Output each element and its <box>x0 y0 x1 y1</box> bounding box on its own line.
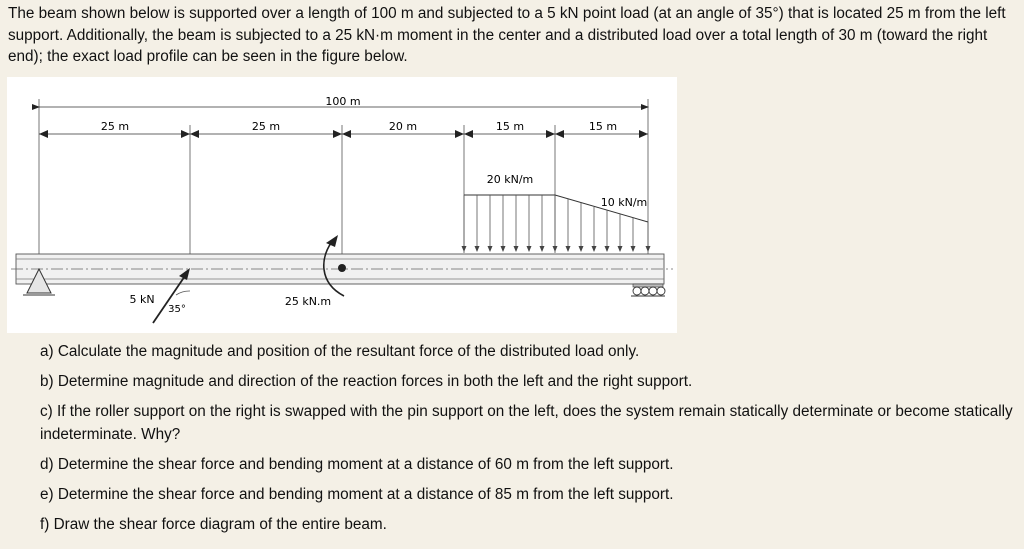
question-a: a) Calculate the magnitude and position of the resultant force of the distributed load only. <box>40 343 640 360</box>
load-left-intensity-label: 20 kN/m <box>486 173 534 186</box>
moment-label: 25 kN.m <box>284 295 332 308</box>
load-right-intensity-label: 10 kN/m <box>600 196 648 209</box>
segment-label-2: 25 m <box>251 120 281 133</box>
roller-support <box>631 284 665 296</box>
segment-label-5: 15 m <box>588 120 618 133</box>
segment-dimensions <box>39 120 648 138</box>
beam-figure <box>7 77 677 333</box>
point-load-angle-label: 35° <box>168 304 186 315</box>
question-d: d) Determine the shear force and bending moment at a distance of 60 m from the left support. <box>40 456 674 473</box>
question-c: c) If the roller support on the right is swapped with the pin support on the left, does the system remain statically determinate or become statically indeterminate. Why? <box>40 403 1013 443</box>
question-b: b) Determine magnitude and direction of the reaction forces in both the left and the right support. <box>40 373 693 390</box>
beam-diagram-svg <box>7 77 677 333</box>
segment-label-4: 15 m <box>495 120 525 133</box>
problem-statement: The beam shown below is supported over a length of 100 m and subjected to a 5 kN point load (at an angle of 35°) that is located 25 m from the left support. Additionally, the beam is subjected to a 25 kN·m moment in the center and a distributed load over a total length of 30 m (toward the right end); the exact load profile can be seen in the figure below. <box>8 5 1006 66</box>
question-e: e) Determine the shear force and bending moment at a distance of 85 m from the left support. <box>40 486 674 503</box>
distributed-load <box>464 173 648 251</box>
total-dimension <box>39 95 648 108</box>
point-load-label: 5 kN <box>129 293 155 306</box>
question-f: f) Draw the shear force diagram of the entire beam. <box>40 516 387 533</box>
extension-lines <box>39 99 648 269</box>
segment-label-3: 20 m <box>388 120 418 133</box>
segment-label-1: 25 m <box>100 120 130 133</box>
total-length-label: 100 m <box>325 95 361 108</box>
